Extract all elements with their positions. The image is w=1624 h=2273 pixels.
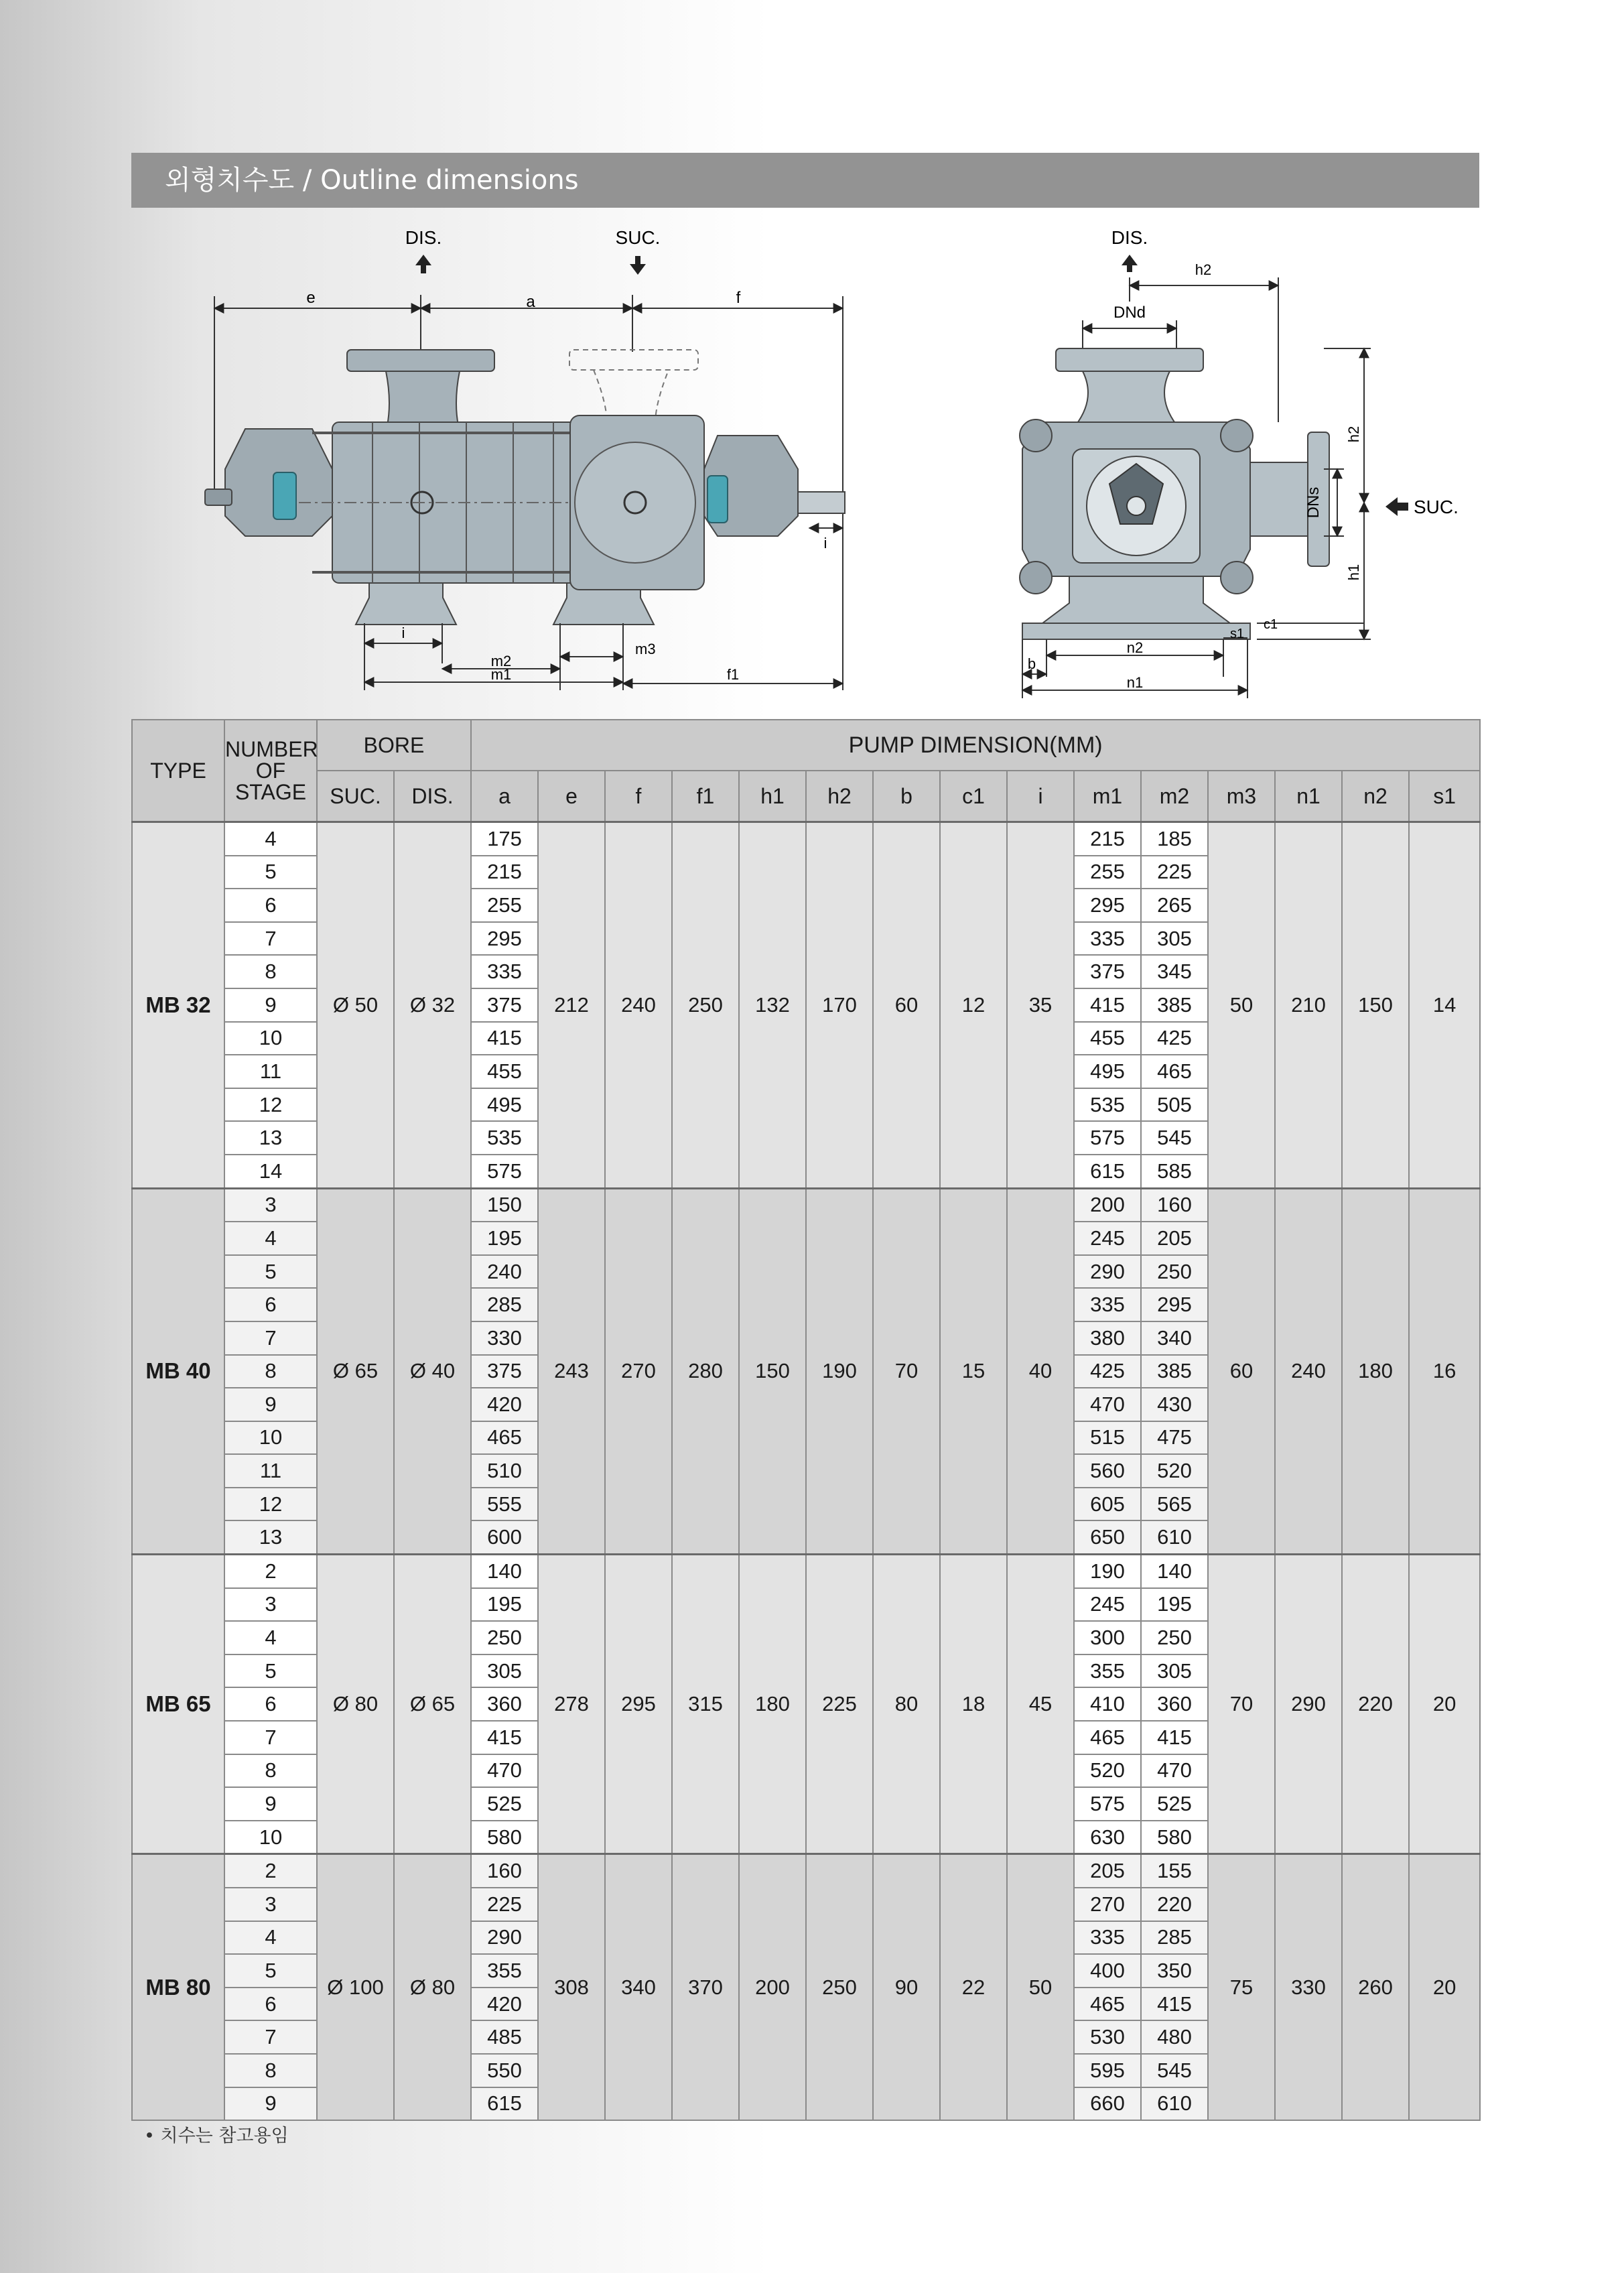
cell-m2: 285 <box>1141 1921 1208 1955</box>
header-f1: f1 <box>672 771 739 822</box>
cell-stage: 11 <box>224 1055 317 1088</box>
cell-a: 285 <box>471 1288 538 1321</box>
cell-s1: 16 <box>1409 1188 1480 1555</box>
dim-f1-label: f1 <box>726 666 740 683</box>
right-coupling <box>707 476 728 523</box>
cell-s1: 20 <box>1409 1854 1480 2120</box>
cell-m2: 225 <box>1141 856 1208 889</box>
cell-m1: 520 <box>1074 1754 1141 1788</box>
header-m1: m1 <box>1074 771 1141 822</box>
table-row <box>132 1188 1480 1222</box>
cell-m1: 425 <box>1074 1355 1141 1388</box>
cell-c1: 15 <box>940 1188 1007 1555</box>
cell-m1: 380 <box>1074 1321 1141 1355</box>
cell-a: 550 <box>471 2054 538 2087</box>
dim-i-shaft-label: i <box>823 535 827 551</box>
cell-m1: 410 <box>1074 1687 1141 1721</box>
table-row <box>132 1854 1480 1888</box>
cell-m2: 545 <box>1141 1121 1208 1155</box>
cell-m2: 430 <box>1141 1388 1208 1421</box>
cell-n2: 260 <box>1342 1854 1409 2120</box>
cell-m2: 220 <box>1141 1888 1208 1921</box>
cell-a: 140 <box>471 1555 538 1588</box>
cell-stage: 9 <box>224 1388 317 1421</box>
cell-m1: 530 <box>1074 2020 1141 2054</box>
cell-m1: 375 <box>1074 955 1141 988</box>
cell-stage: 7 <box>224 1321 317 1355</box>
cell-stage: 3 <box>224 1888 317 1921</box>
cell-a: 415 <box>471 1022 538 1055</box>
cell-m2: 360 <box>1141 1687 1208 1721</box>
cell-suc: Ø 80 <box>317 1555 394 1854</box>
cell-m2: 475 <box>1141 1421 1208 1455</box>
cell-stage: 9 <box>224 988 317 1022</box>
cell-m2: 520 <box>1141 1454 1208 1488</box>
cell-m2: 205 <box>1141 1222 1208 1255</box>
cell-m1: 355 <box>1074 1654 1141 1688</box>
cell-m1: 335 <box>1074 922 1141 956</box>
cell-stage: 8 <box>224 1754 317 1788</box>
cell-a: 420 <box>471 1988 538 2021</box>
cell-m2: 610 <box>1141 2087 1208 2121</box>
front-s1-label: s1 <box>1230 627 1245 641</box>
cell-b: 70 <box>873 1188 940 1555</box>
front-n1-label: n1 <box>1126 674 1144 691</box>
cell-m1: 660 <box>1074 2087 1141 2121</box>
table-row <box>132 822 1480 856</box>
cell-m2: 565 <box>1141 1488 1208 1521</box>
cell-f: 340 <box>605 1854 672 2120</box>
header-suc: SUC. <box>317 771 394 822</box>
cell-h1: 132 <box>739 822 806 1189</box>
cell-dis: Ø 65 <box>394 1555 471 1854</box>
cell-stage: 5 <box>224 856 317 889</box>
cell-n1: 240 <box>1275 1188 1342 1555</box>
cell-a: 375 <box>471 988 538 1022</box>
cell-a: 555 <box>471 1488 538 1521</box>
table-row <box>132 1555 1480 1588</box>
header-n1: n1 <box>1275 771 1342 822</box>
cell-stage: 10 <box>224 1421 317 1455</box>
cell-m1: 595 <box>1074 2054 1141 2087</box>
cell-n2: 220 <box>1342 1555 1409 1854</box>
dimension-table-body <box>132 822 1480 2121</box>
cell-m1: 205 <box>1074 1854 1141 1888</box>
cell-m2: 385 <box>1141 1355 1208 1388</box>
cell-m1: 295 <box>1074 889 1141 922</box>
cell-m1: 605 <box>1074 1488 1141 1521</box>
cell-stage: 5 <box>224 1654 317 1688</box>
cell-a: 150 <box>471 1188 538 1222</box>
header-number-of-stage: NUMBER OF STAGE <box>224 720 317 822</box>
header-b: b <box>873 771 940 822</box>
cell-m2: 505 <box>1141 1088 1208 1122</box>
cell-e: 212 <box>538 822 605 1189</box>
cell-a: 495 <box>471 1088 538 1122</box>
dimension-table <box>131 719 1481 2121</box>
cell-stage: 6 <box>224 1288 317 1321</box>
cell-m2: 480 <box>1141 2020 1208 2054</box>
header-f: f <box>605 771 672 822</box>
suc-arrow-icon <box>630 256 646 275</box>
cell-h1: 180 <box>739 1555 806 1854</box>
cell-a: 375 <box>471 1355 538 1388</box>
cell-m2: 345 <box>1141 955 1208 988</box>
page-title: 외형치수도 / Outline dimensions <box>131 153 1479 208</box>
cell-m1: 245 <box>1074 1588 1141 1622</box>
cell-a: 615 <box>471 2087 538 2121</box>
cell-stage: 4 <box>224 1621 317 1654</box>
cell-c1: 12 <box>940 822 1007 1189</box>
front-c1-label: c1 <box>1264 617 1278 632</box>
cell-m1: 200 <box>1074 1188 1141 1222</box>
cell-n1: 290 <box>1275 1555 1342 1854</box>
dis-arrow-icon <box>415 255 431 273</box>
cell-m1: 495 <box>1074 1055 1141 1088</box>
dim-m1-label: m1 <box>490 666 512 683</box>
cell-m2: 250 <box>1141 1621 1208 1654</box>
header-m2: m2 <box>1141 771 1208 822</box>
cell-stage: 2 <box>224 1854 317 1888</box>
cell-dis: Ø 80 <box>394 1854 471 2120</box>
cell-a: 195 <box>471 1588 538 1622</box>
cell-m1: 215 <box>1074 822 1141 856</box>
cell-suc: Ø 65 <box>317 1188 394 1555</box>
cell-a: 355 <box>471 1954 538 1988</box>
suc-label: SUC. <box>615 227 661 248</box>
cell-f: 295 <box>605 1555 672 1854</box>
cell-n2: 150 <box>1342 822 1409 1189</box>
cell-m1: 455 <box>1074 1022 1141 1055</box>
cell-m1: 465 <box>1074 1721 1141 1754</box>
cell-a: 455 <box>471 1055 538 1088</box>
front-dns-label: DNs <box>1304 486 1323 519</box>
cell-a: 255 <box>471 889 538 922</box>
cell-stage: 4 <box>224 822 317 856</box>
cell-stage: 7 <box>224 1721 317 1754</box>
cell-m2: 295 <box>1141 1288 1208 1321</box>
cell-a: 195 <box>471 1222 538 1255</box>
header-h1: h1 <box>739 771 806 822</box>
header-c1: c1 <box>940 771 1007 822</box>
dimension-table-wrap <box>131 719 1479 2121</box>
cell-m1: 335 <box>1074 1921 1141 1955</box>
header-pump-dimension: PUMP DIMENSION(MM) <box>471 720 1480 771</box>
cell-m1: 535 <box>1074 1088 1141 1122</box>
header-m3: m3 <box>1208 771 1275 822</box>
cell-stage: 6 <box>224 1687 317 1721</box>
discharge-flange <box>347 350 494 371</box>
cell-e: 278 <box>538 1555 605 1854</box>
cell-a: 575 <box>471 1155 538 1188</box>
cell-stage: 8 <box>224 2054 317 2087</box>
cell-a: 160 <box>471 1854 538 1888</box>
cell-type: MB 32 <box>132 822 224 1189</box>
header-h2: h2 <box>806 771 873 822</box>
cell-a: 465 <box>471 1421 538 1455</box>
cell-m2: 195 <box>1141 1588 1208 1622</box>
cell-e: 308 <box>538 1854 605 2120</box>
front-h1-label: h1 <box>1345 564 1362 581</box>
cell-f1: 280 <box>672 1188 739 1555</box>
dim-f-label: f <box>736 289 741 307</box>
cell-m2: 340 <box>1141 1321 1208 1355</box>
cell-b: 80 <box>873 1555 940 1854</box>
cell-h2: 190 <box>806 1188 873 1555</box>
cell-n2: 180 <box>1342 1188 1409 1555</box>
cell-m1: 650 <box>1074 1520 1141 1554</box>
cell-m2: 160 <box>1141 1188 1208 1222</box>
cell-m2: 415 <box>1141 1988 1208 2021</box>
cell-a: 600 <box>471 1520 538 1554</box>
front-h2-top-label: h2 <box>1195 261 1212 278</box>
cell-a: 175 <box>471 822 538 856</box>
cell-m2: 525 <box>1141 1787 1208 1821</box>
cell-m1: 270 <box>1074 1888 1141 1921</box>
cell-m2: 265 <box>1141 889 1208 922</box>
cell-stage: 3 <box>224 1588 317 1622</box>
cell-e: 243 <box>538 1188 605 1555</box>
cell-b: 90 <box>873 1854 940 2120</box>
cell-a: 330 <box>471 1321 538 1355</box>
cell-m1: 465 <box>1074 1988 1141 2021</box>
cell-m3: 50 <box>1208 822 1275 1189</box>
cell-suc: Ø 100 <box>317 1854 394 2120</box>
cell-m1: 245 <box>1074 1222 1141 1255</box>
cell-m2: 350 <box>1141 1954 1208 1988</box>
cell-stage: 9 <box>224 1787 317 1821</box>
cell-stage: 11 <box>224 1454 317 1488</box>
cell-f1: 370 <box>672 1854 739 2120</box>
cell-m3: 75 <box>1208 1854 1275 2120</box>
cell-h2: 170 <box>806 822 873 1189</box>
cell-a: 225 <box>471 1888 538 1921</box>
front-n2-label: n2 <box>1126 639 1144 656</box>
dim-a-label: a <box>526 293 535 311</box>
cell-a: 295 <box>471 922 538 956</box>
cell-stage: 2 <box>224 1555 317 1588</box>
cell-m3: 60 <box>1208 1188 1275 1555</box>
cell-f: 270 <box>605 1188 672 1555</box>
cell-m1: 255 <box>1074 856 1141 889</box>
cell-m1: 575 <box>1074 1787 1141 1821</box>
cell-m1: 470 <box>1074 1388 1141 1421</box>
cell-m1: 630 <box>1074 1821 1141 1854</box>
cell-m2: 185 <box>1141 822 1208 856</box>
cell-m1: 400 <box>1074 1954 1141 1988</box>
cell-i: 45 <box>1007 1555 1074 1854</box>
cell-m1: 415 <box>1074 988 1141 1022</box>
cell-m2: 465 <box>1141 1055 1208 1088</box>
cell-m2: 585 <box>1141 1155 1208 1188</box>
cell-m2: 250 <box>1141 1255 1208 1289</box>
cell-stage: 13 <box>224 1520 317 1554</box>
header-n2: n2 <box>1342 771 1409 822</box>
cell-stage: 4 <box>224 1222 317 1255</box>
dis-label: DIS. <box>405 227 442 248</box>
left-foot <box>356 583 456 625</box>
cell-f: 240 <box>605 822 672 1189</box>
cell-a: 335 <box>471 955 538 988</box>
header-i: i <box>1007 771 1074 822</box>
cell-h1: 200 <box>739 1854 806 2120</box>
cell-i: 35 <box>1007 822 1074 1189</box>
shaft <box>798 492 845 513</box>
cell-m1: 290 <box>1074 1255 1141 1289</box>
header-e: e <box>538 771 605 822</box>
cell-stage: 8 <box>224 955 317 988</box>
cell-a: 535 <box>471 1121 538 1155</box>
cell-f1: 315 <box>672 1555 739 1854</box>
front-suc-arrow-icon <box>1385 497 1408 516</box>
header-type: TYPE <box>132 720 224 822</box>
header-bore: BORE <box>317 720 471 771</box>
cell-c1: 18 <box>940 1555 1007 1854</box>
cell-m1: 515 <box>1074 1421 1141 1455</box>
front-suc-label: SUC. <box>1414 497 1459 517</box>
cell-stage: 7 <box>224 2020 317 2054</box>
cell-m3: 70 <box>1208 1555 1275 1854</box>
cell-a: 580 <box>471 1821 538 1854</box>
cell-h2: 225 <box>806 1555 873 1854</box>
cell-s1: 14 <box>1409 822 1480 1189</box>
cell-stage: 12 <box>224 1488 317 1521</box>
dim-i-foot-label: i <box>401 625 405 641</box>
cell-c1: 22 <box>940 1854 1007 2120</box>
front-dis-label: DIS. <box>1111 227 1148 248</box>
cell-m1: 335 <box>1074 1288 1141 1321</box>
cell-n1: 210 <box>1275 822 1342 1189</box>
cell-i: 50 <box>1007 1854 1074 2120</box>
cell-m2: 545 <box>1141 2054 1208 2087</box>
cell-m2: 470 <box>1141 1754 1208 1788</box>
cell-a: 240 <box>471 1255 538 1289</box>
dim-m3-label: m3 <box>635 641 656 657</box>
cell-stage: 8 <box>224 1355 317 1388</box>
cell-type: MB 80 <box>132 1854 224 2120</box>
front-dis-arrow-icon <box>1122 255 1138 272</box>
cell-a: 485 <box>471 2020 538 2054</box>
cell-stage: 5 <box>224 1255 317 1289</box>
front-h2-side-label: h2 <box>1345 426 1362 443</box>
cell-dis: Ø 32 <box>394 822 471 1189</box>
cell-m1: 575 <box>1074 1121 1141 1155</box>
cell-suc: Ø 50 <box>317 822 394 1189</box>
cell-m1: 300 <box>1074 1621 1141 1654</box>
cell-a: 250 <box>471 1621 538 1654</box>
cell-stage: 9 <box>224 2087 317 2121</box>
cell-stage: 6 <box>224 1988 317 2021</box>
cell-m2: 155 <box>1141 1854 1208 1888</box>
cell-h2: 250 <box>806 1854 873 2120</box>
dim-e-label: e <box>306 289 316 307</box>
side-view-drawing <box>205 227 845 690</box>
cell-m2: 415 <box>1141 1721 1208 1754</box>
cell-m2: 305 <box>1141 922 1208 956</box>
cell-a: 290 <box>471 1921 538 1955</box>
cell-dis: Ø 40 <box>394 1188 471 1555</box>
header-a: a <box>471 771 538 822</box>
cell-m1: 190 <box>1074 1555 1141 1588</box>
cell-stage: 5 <box>224 1954 317 1988</box>
front-dnd-label: DNd <box>1113 304 1146 322</box>
cell-m2: 425 <box>1141 1022 1208 1055</box>
front-b-label: b <box>1027 655 1036 672</box>
cell-a: 305 <box>471 1654 538 1688</box>
cell-b: 60 <box>873 822 940 1189</box>
front-view-drawing <box>1020 227 1459 698</box>
outline-dimension-drawings <box>131 221 1479 710</box>
cell-stage: 7 <box>224 922 317 956</box>
header-dis: DIS. <box>394 771 471 822</box>
cell-f1: 250 <box>672 822 739 1189</box>
cell-stage: 12 <box>224 1088 317 1122</box>
header-s1: s1 <box>1409 771 1480 822</box>
cell-m2: 580 <box>1141 1821 1208 1854</box>
cell-a: 360 <box>471 1687 538 1721</box>
cell-type: MB 65 <box>132 1555 224 1854</box>
cell-a: 525 <box>471 1787 538 1821</box>
cell-h1: 150 <box>739 1188 806 1555</box>
cell-m2: 385 <box>1141 988 1208 1022</box>
cell-a: 420 <box>471 1388 538 1421</box>
cell-a: 510 <box>471 1454 538 1488</box>
cell-i: 40 <box>1007 1188 1074 1555</box>
cell-stage: 6 <box>224 889 317 922</box>
cell-m1: 560 <box>1074 1454 1141 1488</box>
cell-stage: 3 <box>224 1188 317 1222</box>
cell-m1: 615 <box>1074 1155 1141 1188</box>
cell-m2: 305 <box>1141 1654 1208 1688</box>
left-coupling <box>273 472 296 519</box>
cell-stage: 13 <box>224 1121 317 1155</box>
cell-m2: 610 <box>1141 1520 1208 1554</box>
dim-m2-label: m2 <box>490 653 512 669</box>
cell-n1: 330 <box>1275 1854 1342 2120</box>
cell-stage: 10 <box>224 1821 317 1854</box>
cell-stage: 14 <box>224 1155 317 1188</box>
cell-stage: 4 <box>224 1921 317 1955</box>
cell-s1: 20 <box>1409 1555 1480 1854</box>
cell-a: 415 <box>471 1721 538 1754</box>
cell-stage: 10 <box>224 1022 317 1055</box>
cell-m2: 140 <box>1141 1555 1208 1588</box>
footnote: • 치수는 참고용임 <box>144 2126 289 2146</box>
cell-a: 215 <box>471 856 538 889</box>
cell-a: 470 <box>471 1754 538 1788</box>
cell-type: MB 40 <box>132 1188 224 1555</box>
